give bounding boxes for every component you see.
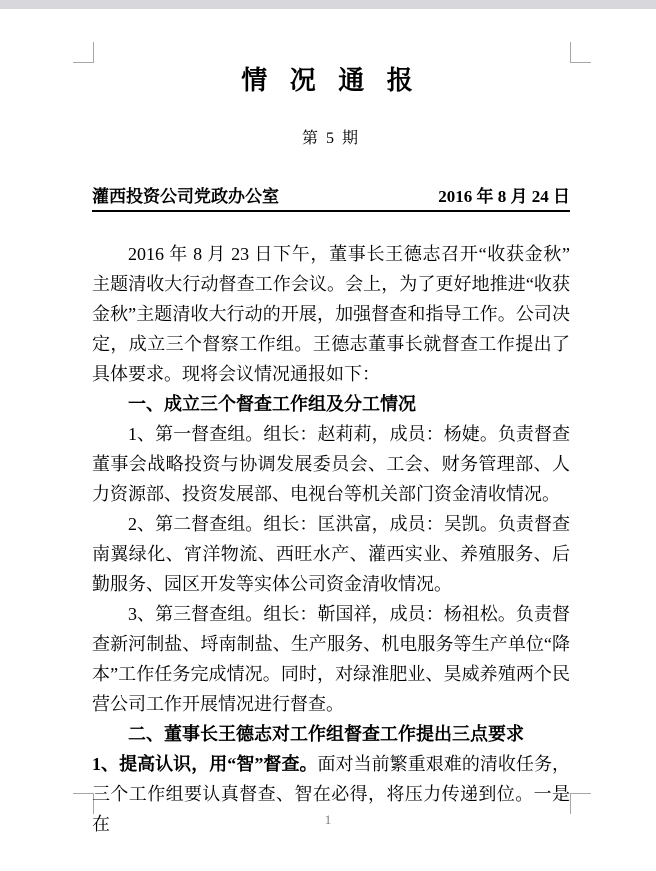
text-boundary-mark-bottom-right — [570, 793, 591, 814]
text-boundary-mark-top-right — [570, 42, 591, 63]
paragraph-inspection-group-3: 3、第三督查组。组长：靳国祥，成员：杨祖松。负责督查新河制盐、埒南制盐、生产服务、机电服务等生产单位“降本”工作任务完成情况。同时，对绿淮肥业、昊威养殖两个民营公司工作开展情况进行督查。 — [92, 604, 570, 714]
masthead — [92, 187, 570, 207]
requirement-1-lead: 1、提高认识，用“智”督查。 — [92, 754, 318, 774]
paragraph-inspection-group-2: 2、第二督查组。组长：匡洪富，成员：吴凯。负责督查南翼绿化、宵洋物流、西旺水产、灌西实业、养殖服务、后勤服务、园区开发等实体公司资金清收情况。 — [92, 514, 570, 594]
document-content — [92, 62, 570, 839]
heading-section-2: 二、董事长王德志对工作组督查工作提出三点要求 — [128, 724, 524, 744]
heading-section-1: 一、成立三个督查工作组及分工情况 — [128, 394, 416, 414]
page-number: 1 — [324, 812, 332, 827]
issue-number: 第 5 期 — [301, 130, 360, 147]
issuing-office: 灌西投资公司党政办公室 — [92, 187, 279, 206]
text-boundary-mark-bottom-left — [73, 793, 94, 814]
paragraph-intro: 2016 年 8 月 23 日下午，董事长王德志召开“收获金秋”主题清收大行动督查工作会议。会上，为了更好地推进“收获金秋”主题清收大行动的开展，加强督查和指导工作。公司决定，成立三个督察工作组。王德志董事长就督查工作提出了具体要求。现将会议情况通报如下： — [92, 244, 570, 384]
text-boundary-mark-top-left — [73, 42, 94, 63]
requirement-1-text: 面对当前繁重艰难的清收任务，三个工作组要认真督查、智在必得，将压力传递到位。一是在 — [92, 754, 571, 834]
window-top-edge — [0, 0, 656, 9]
issue-date: 2016 年 8 月 24 日 — [438, 187, 570, 206]
document-title: 情 况 通 报 — [241, 66, 421, 95]
masthead-rule — [92, 210, 570, 212]
document-body — [92, 239, 570, 839]
paragraph-inspection-group-1: 1、第一督查组。组长：赵莉莉，成员：杨婕。负责督查董事会战略投资与协调发展委员会、工会、财务管理部、人力资源部、投资发展部、电视台等机关部门资金清收情况。 — [92, 424, 570, 504]
